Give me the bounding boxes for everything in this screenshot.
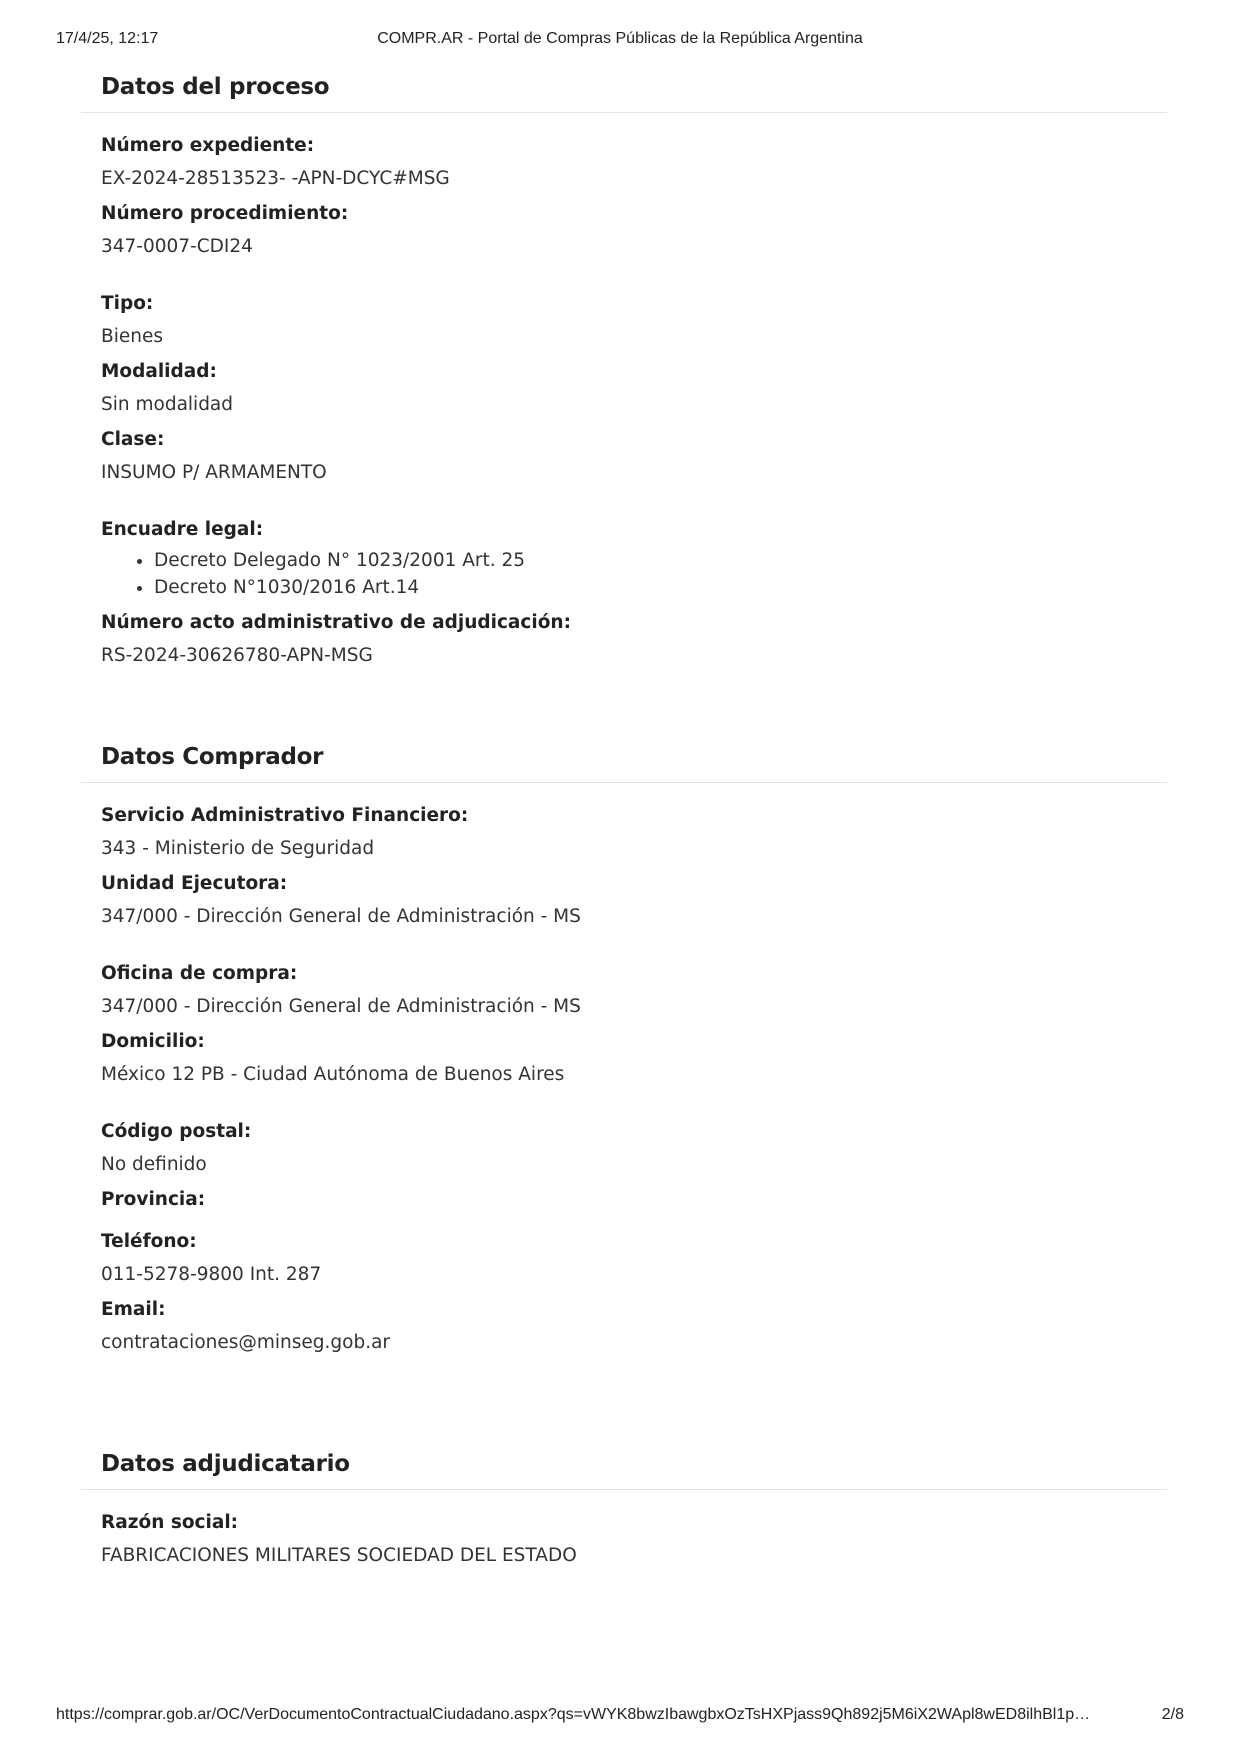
list-item: • Decreto Delegado N° 1023/2001 Art. 25 xyxy=(154,547,1147,574)
print-url: https://comprar.gob.ar/OC/VerDocumentoContractualCiudadano.aspx?qs=vWYK8bwzIbawgbxOzTsHXPjass9Qh892j5M6iX2WApl8wED8ilhBl1p… xyxy=(56,1706,1091,1723)
field-label: Encuadre legal: xyxy=(101,519,264,540)
field-razon-social xyxy=(101,1510,1147,1569)
section-header xyxy=(81,66,1167,113)
field-value: EX-2024-28513523- -APN-DCYC#MSG xyxy=(101,168,450,189)
section-datos-comprador xyxy=(81,736,1167,1356)
field-email xyxy=(101,1297,1147,1356)
field-label: Email: xyxy=(101,1299,166,1320)
field-value: No definido xyxy=(101,1154,207,1175)
field-unidad-ejecutora xyxy=(101,871,1147,930)
field-label: Provincia: xyxy=(101,1189,206,1210)
field-saf xyxy=(101,803,1147,862)
field-numero-procedimiento xyxy=(101,201,1147,260)
field-value: Sin modalidad xyxy=(101,394,234,415)
field-label: Servicio Administrativo Financiero: xyxy=(101,805,469,826)
section-body xyxy=(81,1490,1167,1569)
section-spacer xyxy=(81,678,1167,736)
field-label: Clase: xyxy=(101,429,165,450)
field-numero-expediente xyxy=(101,133,1147,192)
field-label: Razón social: xyxy=(101,1512,239,1533)
field-label: Número procedimiento: xyxy=(101,203,349,224)
encuadre-legal-list xyxy=(101,547,1147,601)
section-datos-proceso xyxy=(81,66,1167,669)
section-title-proceso: Datos del proceso xyxy=(101,74,330,100)
section-body xyxy=(81,113,1167,669)
page-number: 2/8 xyxy=(1161,1706,1184,1723)
field-domicilio xyxy=(101,1029,1147,1088)
field-label: Domicilio: xyxy=(101,1031,205,1052)
field-label: Número acto administrativo de adjudicación: xyxy=(101,612,571,633)
print-datetime: 17/4/25, 12:17 xyxy=(56,30,159,47)
section-datos-adjudicatario xyxy=(81,1443,1167,1569)
field-tipo xyxy=(101,291,1147,350)
field-value: contrataciones@minseg.gob.ar xyxy=(101,1332,391,1353)
field-value: 347/000 - Dirección General de Administración - MS xyxy=(101,906,581,927)
field-label: Número expediente: xyxy=(101,135,315,156)
field-value: 011-5278-9800 Int. 287 xyxy=(101,1264,322,1285)
field-clase xyxy=(101,427,1147,486)
section-title-comprador: Datos Comprador xyxy=(101,744,324,770)
section-title-adjudicatario: Datos adjudicatario xyxy=(101,1451,350,1477)
field-provincia xyxy=(101,1187,1147,1213)
field-value: FABRICACIONES MILITARES SOCIEDAD DEL ESTADO xyxy=(101,1545,577,1566)
field-encuadre-legal xyxy=(101,517,1147,601)
field-value: México 12 PB - Ciudad Autónoma de Buenos Aires xyxy=(101,1064,565,1085)
field-codigo-postal xyxy=(101,1119,1147,1178)
field-telefono xyxy=(101,1229,1147,1288)
field-label: Código postal: xyxy=(101,1121,252,1142)
print-page-title: COMPR.AR - Portal de Compras Públicas de la República Argentina xyxy=(377,30,863,47)
field-label: Teléfono: xyxy=(101,1231,197,1252)
field-label: Oficina de compra: xyxy=(101,963,298,984)
field-label: Unidad Ejecutora: xyxy=(101,873,288,894)
print-header xyxy=(56,30,1184,54)
section-header xyxy=(81,736,1167,783)
section-header xyxy=(81,1443,1167,1490)
field-value: INSUMO P/ ARMAMENTO xyxy=(101,462,327,483)
section-spacer xyxy=(81,1365,1167,1443)
field-value: RS-2024-30626780-APN-MSG xyxy=(101,645,373,666)
field-modalidad xyxy=(101,359,1147,418)
field-label: Tipo: xyxy=(101,293,154,314)
field-value: 347-0007-CDI24 xyxy=(101,236,253,257)
field-oficina-compra xyxy=(101,961,1147,1020)
section-body xyxy=(81,783,1167,1356)
field-value: 343 - Ministerio de Seguridad xyxy=(101,838,375,859)
list-item: • Decreto N°1030/2016 Art.14 xyxy=(154,574,1147,601)
field-value: 347/000 - Dirección General de Administración - MS xyxy=(101,996,581,1017)
field-label: Modalidad: xyxy=(101,361,217,382)
field-numero-acto xyxy=(101,610,1147,669)
print-footer xyxy=(56,1706,1184,1730)
field-value: Bienes xyxy=(101,326,163,347)
document-content xyxy=(81,66,1167,1578)
